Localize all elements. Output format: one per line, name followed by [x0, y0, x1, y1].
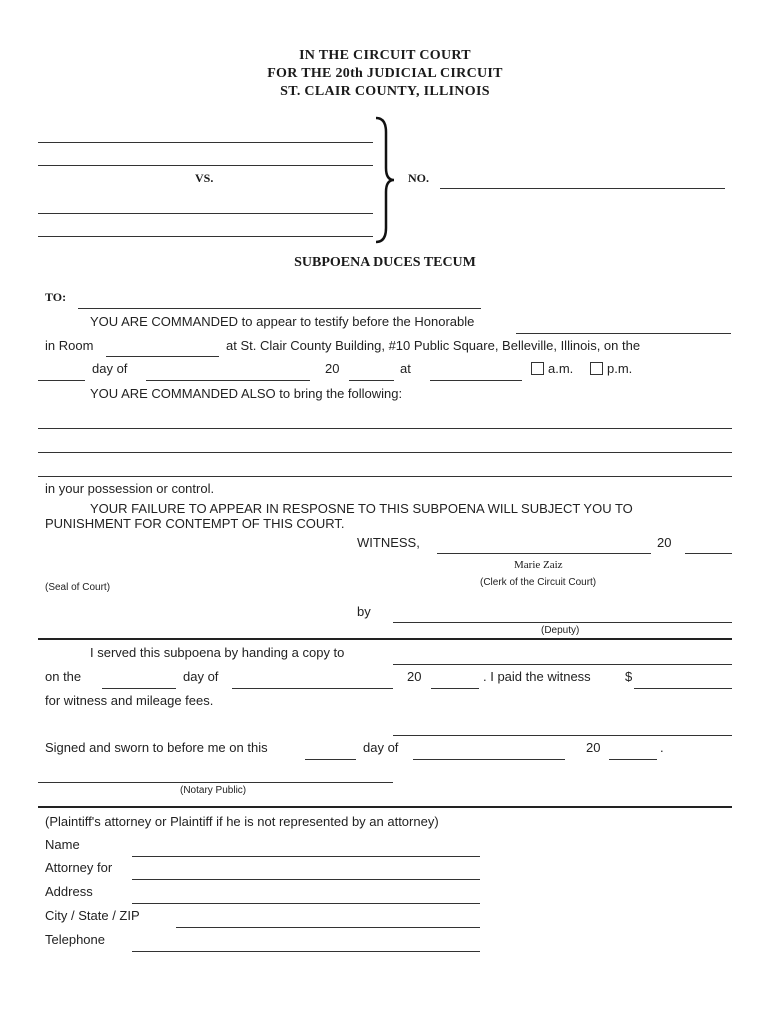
- sworn-day-field[interactable]: [305, 759, 356, 760]
- sworn-month-field[interactable]: [413, 759, 565, 760]
- court-header-line-1: IN THE CIRCUIT COURT: [299, 48, 471, 63]
- pm-checkbox[interactable]: [590, 362, 603, 375]
- case-number-field[interactable]: [440, 188, 725, 189]
- witness-date-field[interactable]: [437, 553, 651, 554]
- city-state-zip-label: City / State / ZIP: [45, 908, 140, 923]
- day-of-label: day of: [92, 361, 128, 376]
- paid-witness-text: . I paid the witness: [483, 669, 591, 684]
- plaintiff-line-2[interactable]: [38, 165, 373, 166]
- telephone-label: Telephone: [45, 932, 105, 947]
- witness-label: WITNESS,: [357, 535, 420, 550]
- at-label: at: [400, 361, 411, 376]
- address-field[interactable]: [132, 903, 480, 904]
- served-text: I served this subpoena by handing a copy to: [90, 645, 345, 660]
- deputy-signature-field[interactable]: [393, 622, 732, 623]
- defendant-line-1[interactable]: [38, 213, 373, 214]
- served-person-field[interactable]: [393, 664, 732, 665]
- service-day-of-label: day of: [183, 669, 219, 684]
- caption-brace: [372, 116, 396, 244]
- defendant-line-2[interactable]: [38, 236, 373, 237]
- in-room-label: in Room: [45, 338, 94, 353]
- clerk-name: Marie Zaiz: [514, 559, 563, 571]
- case-no-label: NO.: [408, 171, 429, 185]
- failure-warning-line-1: YOUR FAILURE TO APPEAR IN RESPOSNE TO THIS SUBPOENA WILL SUBJECT YOU TO: [90, 501, 633, 516]
- pm-label: p.m.: [607, 361, 633, 376]
- failure-warning-line-2: PUNISHMENT FOR CONTEMPT OF THIS COURT.: [45, 516, 345, 531]
- address-label: Address: [45, 884, 93, 899]
- fees-text: for witness and mileage fees.: [45, 693, 214, 708]
- possession-text: in your possession or control.: [45, 481, 215, 496]
- attorney-name-field[interactable]: [132, 856, 480, 857]
- deputy-label: (Deputy): [541, 625, 580, 636]
- city-state-zip-field[interactable]: [176, 927, 480, 928]
- on-the-label: on the: [45, 669, 82, 684]
- attorney-for-field[interactable]: [132, 879, 480, 880]
- appear-month-field[interactable]: [146, 380, 310, 381]
- notary-label: (Notary Public): [180, 785, 247, 796]
- am-label: a.m.: [548, 361, 574, 376]
- attorney-for-label: Attorney for: [45, 860, 113, 875]
- appear-time-field[interactable]: [430, 380, 522, 381]
- witness-year-field[interactable]: [685, 553, 732, 554]
- document-title: SUBPOENA DUCES TECUM: [294, 255, 476, 270]
- sworn-day-of-label: day of: [363, 740, 399, 755]
- telephone-field[interactable]: [132, 951, 480, 952]
- to-recipient-field[interactable]: [78, 308, 481, 309]
- appear-year-field[interactable]: [349, 380, 394, 381]
- judge-name-field[interactable]: [516, 333, 731, 334]
- section-divider-2: [38, 806, 732, 808]
- commanded-bring-text: YOU ARE COMMANDED ALSO to bring the following:: [90, 386, 403, 401]
- items-line-3[interactable]: [38, 476, 732, 477]
- to-label: TO:: [45, 290, 67, 304]
- sworn-year-field[interactable]: [609, 759, 657, 760]
- signed-sworn-text: Signed and sworn to before me on this: [45, 740, 268, 755]
- service-year-prefix: 20: [407, 669, 422, 684]
- by-label: by: [357, 604, 371, 619]
- court-header-line-2: FOR THE 20th JUDICIAL CIRCUIT: [267, 66, 503, 81]
- items-line-2[interactable]: [38, 452, 732, 453]
- year-prefix-label: 20: [325, 361, 340, 376]
- notary-signature-field[interactable]: [38, 782, 393, 783]
- service-year-field[interactable]: [431, 688, 479, 689]
- court-header-line-3: ST. CLAIR COUNTY, ILLINOIS: [280, 84, 490, 99]
- plaintiff-line-1[interactable]: [38, 142, 373, 143]
- vs-label: VS.: [195, 171, 214, 185]
- clerk-title: (Clerk of the Circuit Court): [480, 577, 597, 588]
- commanded-appear-text: YOU ARE COMMANDED to appear to testify before the Honorable: [90, 314, 475, 329]
- location-text: at St. Clair County Building, #10 Public Square, Belleville, Illinois, on the: [226, 338, 641, 353]
- service-month-field[interactable]: [232, 688, 393, 689]
- section-divider-1: [38, 638, 732, 640]
- attorney-note: (Plaintiff's attorney or Plaintiff if he is not represented by an attorney): [45, 814, 439, 829]
- witness-year-prefix: 20: [657, 535, 672, 550]
- room-field[interactable]: [106, 356, 219, 357]
- dollar-sign: $: [625, 669, 633, 684]
- service-day-field[interactable]: [102, 688, 176, 689]
- sworn-period: .: [660, 740, 664, 755]
- items-line-1[interactable]: [38, 428, 732, 429]
- server-signature-field[interactable]: [393, 735, 732, 736]
- am-checkbox[interactable]: [531, 362, 544, 375]
- attorney-name-label: Name: [45, 837, 80, 852]
- sworn-year-prefix: 20: [586, 740, 601, 755]
- witness-fee-field[interactable]: [634, 688, 732, 689]
- seal-of-court-label: (Seal of Court): [45, 582, 111, 593]
- appear-day-field[interactable]: [38, 380, 85, 381]
